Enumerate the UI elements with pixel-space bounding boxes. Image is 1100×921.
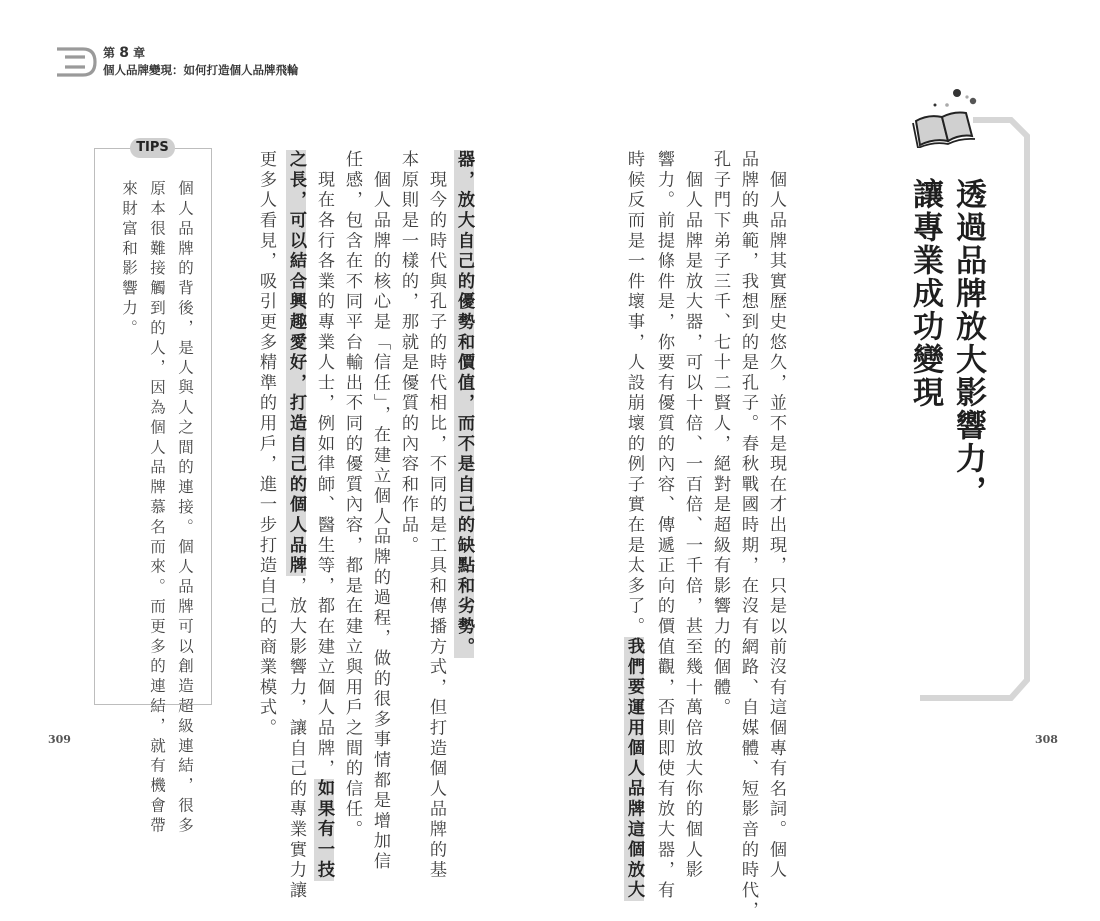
chapter-menu-icon	[55, 46, 99, 78]
body-column: 孔子門下弟子三千、七十二賢人，絕對是超級有影響力的個體。	[710, 150, 730, 719]
body-column: 現今的時代與孔子的時代相比，不同的是工具和傳播方式，但打造個人品牌的基	[426, 150, 446, 881]
body-column: 個人品牌的核心是「信任」，在建立個人品牌的過程，做的很多事情都是增加信	[370, 150, 390, 873]
body-column: 個人品牌其實歷史悠久，並不是現在才出現，只是以前沒有這個專有名詞。個人	[766, 150, 786, 881]
body-column	[313, 150, 335, 881]
body-column: 品牌的典範，我想到的是孔子。春秋戰國時期，在沒有網路、自媒體、短影音的時代，	[738, 150, 758, 921]
body-column: 響力。前提條件是，你要有優質的內容、傳遞正向的價值觀，否則即使有放大器，有	[654, 150, 674, 902]
highlighted-text: 如果有一技	[314, 779, 334, 881]
tips-column: 來財富和影響力。	[120, 180, 138, 340]
chapter-suffix: 章	[133, 46, 146, 60]
body-column	[623, 150, 645, 901]
chapter-number: 8	[119, 45, 129, 61]
left-page-number: 309	[48, 733, 71, 746]
tips-column: 原本很難接觸到的人，因為個人品牌慕名而來。而更多的連結，就有機會帶	[148, 180, 166, 837]
section-title-line-1: 透過品牌放大影響力，	[950, 178, 986, 508]
chapter-prefix: 第	[103, 46, 116, 60]
right-page-number: 308	[1035, 733, 1058, 746]
body-text: ，放大影響力，讓自己的專業實力讓	[286, 576, 306, 902]
chapter-label	[103, 44, 145, 61]
tips-label: TIPS	[130, 138, 175, 158]
body-column: 本原則是一樣的，那就是優質的內容和作品。	[398, 150, 418, 556]
chapter-title: 個人品牌變現：如何打造個人品牌飛輪	[103, 63, 299, 77]
body-column: 個人品牌是放大器，可以十倍、一百倍、一千倍，甚至幾十萬倍放大你的個人影	[682, 150, 702, 881]
body-column: 更多人看見，吸引更多精準的用戶，進一步打造自己的商業模式。	[256, 150, 276, 739]
body-column: 任感，包含在不同平台輸出不同的優質內容，都是在建立與用戶之間的信任。	[342, 150, 362, 841]
highlighted-text: 之長，可以結合興趣愛好，打造自己的個人品牌	[286, 150, 306, 577]
body-text: 時候反而是一件壞事，人設崩壞的例子實在是太多了。	[624, 150, 644, 638]
body-text: 現在各行各業的專業人士，例如律師、醫生等，都在建立個人品牌，	[314, 150, 334, 780]
highlighted-text: 我們要運用個人品牌這個放大	[624, 637, 644, 902]
highlighted-text: 器，放大自己的優勢和價值，而不是自己的缺點和劣勢。	[454, 150, 474, 658]
tips-column: 個人品牌的背後，是人與人之間的連接。個人品牌可以創造超級連結，很多	[176, 180, 194, 837]
section-title-line-2: 讓專業成功變現	[907, 178, 943, 409]
body-column	[453, 150, 475, 658]
body-column	[285, 150, 307, 901]
